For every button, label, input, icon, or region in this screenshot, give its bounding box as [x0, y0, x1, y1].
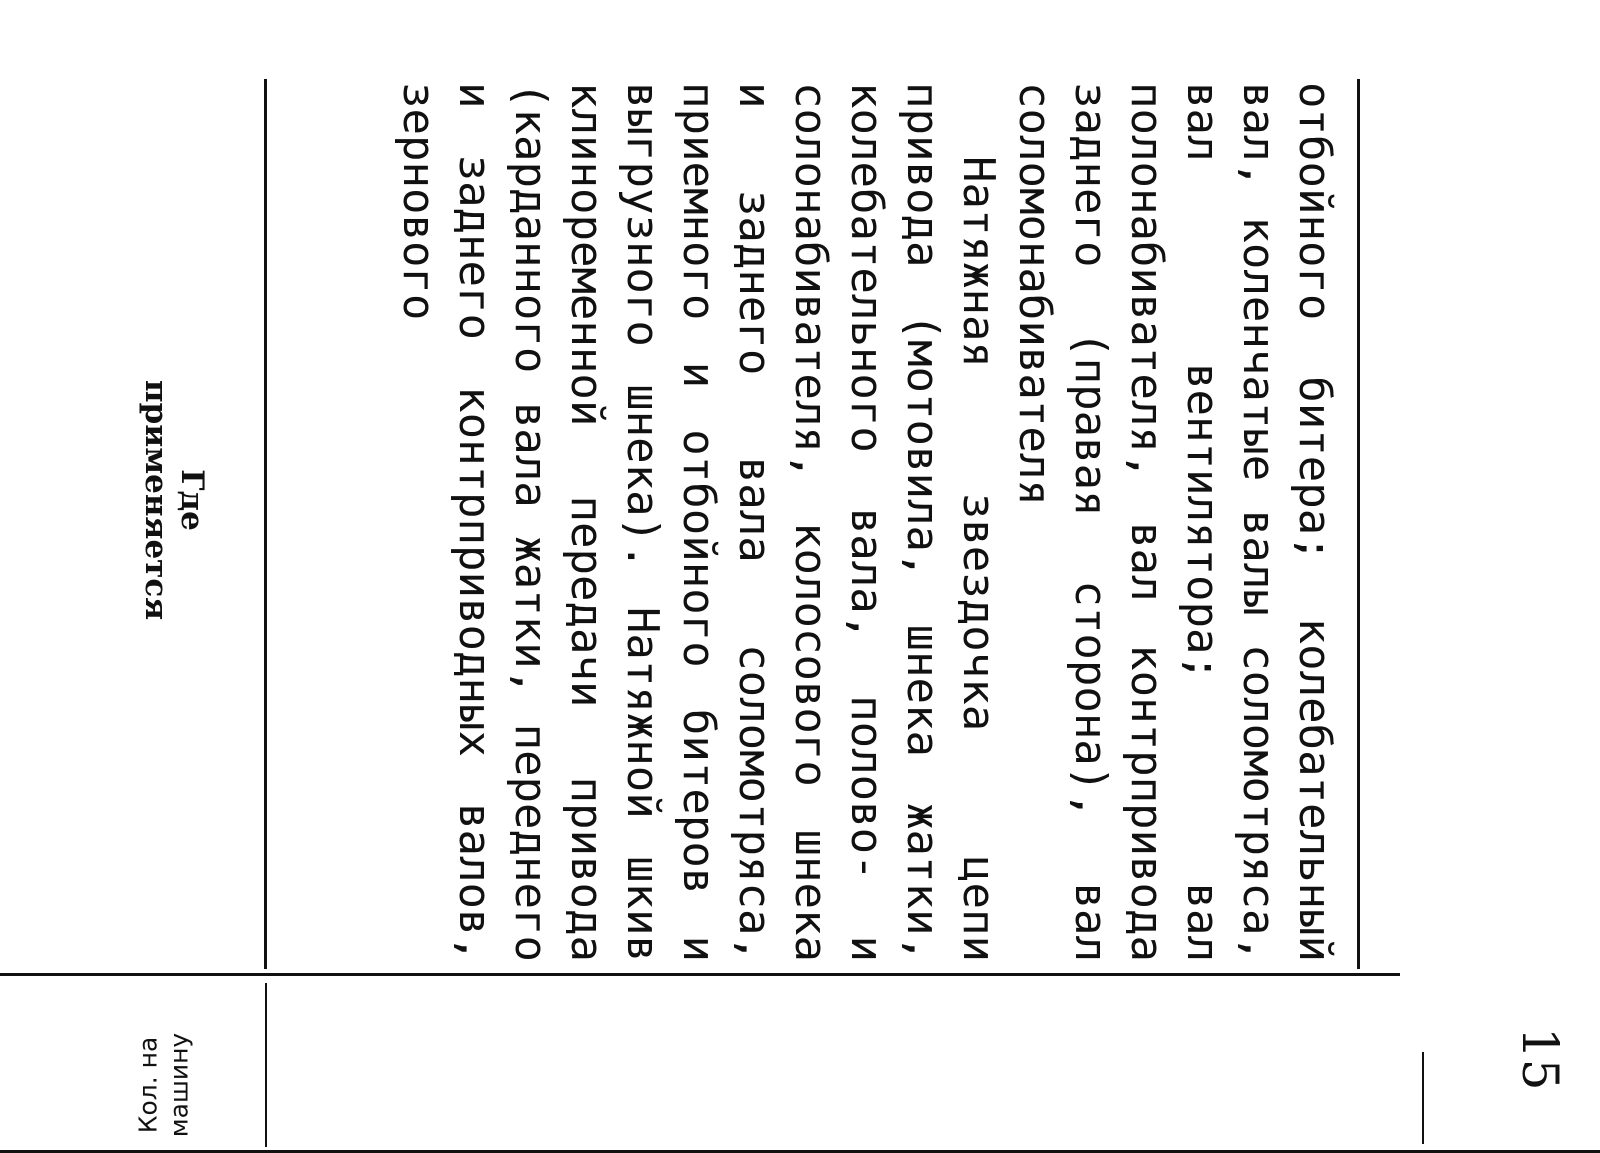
table-bottom-rule	[264, 79, 267, 969]
table-top-rule	[1357, 79, 1360, 969]
usage-cell	[390, 82, 1342, 962]
qty-column-rule-bottom	[265, 983, 267, 1147]
column-header-usage: Где применяется	[138, 379, 210, 621]
qty-column-rule-top	[1422, 1052, 1424, 1144]
table-row-usage-2: Натяжная звездочка цепи привода (мотовила, шнека жатки, колебательного вала, полово- и солонабивателя, колосового шнека и заднего вала соломотряса, приемного и отбойного битеров и выгрузного шнека). Натяжной шкив клиноременной передачи привода (карданного вала жатки, переднего и заднего контрприводных валов, зернового	[393, 82, 1004, 962]
table-row-usage-1: отбойного битера; колебательный вал, коленчатые валы соломотряса, вал вентилятора; вал полонабивателя, вал контрпривода заднего (правая сторона), вал соломонабивателя	[1009, 82, 1340, 962]
page-number: 15	[1511, 1027, 1569, 1091]
column-divider-rule	[0, 973, 1400, 976]
column-header-quantity: Кол. на машину	[133, 1032, 194, 1138]
